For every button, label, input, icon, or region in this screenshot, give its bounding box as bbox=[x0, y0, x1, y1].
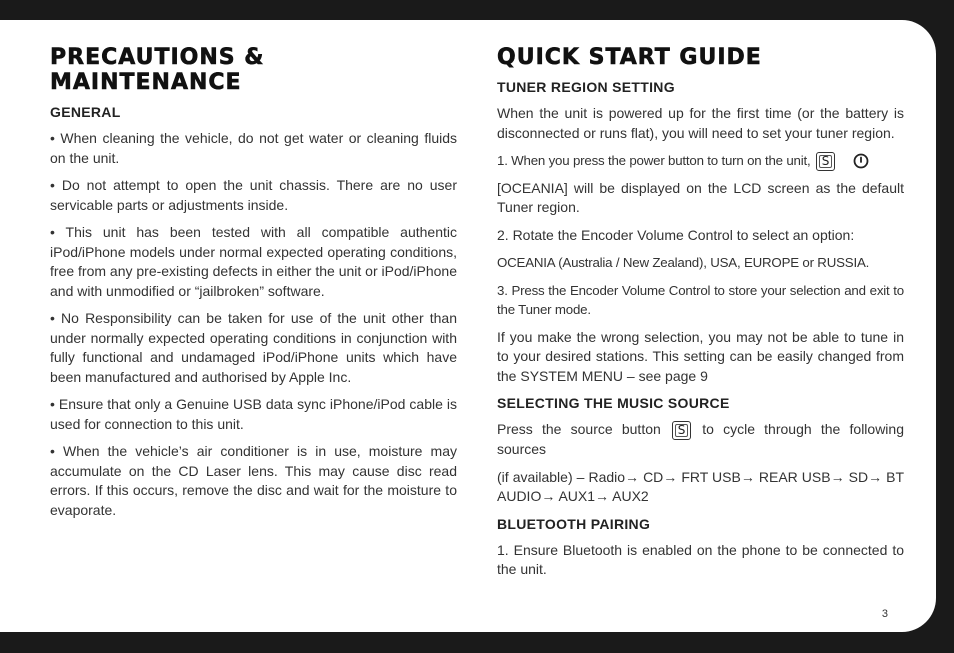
general-heading: GENERAL bbox=[50, 104, 121, 120]
tuner-step-2: 2. Rotate the Encoder Volume Control to select an option: bbox=[497, 226, 855, 243]
precaution-paragraph: • When cleaning the vehicle, do not get water or cleaning fluids on the unit. bbox=[50, 130, 457, 166]
manual-page bbox=[0, 20, 936, 632]
precaution-paragraph: • When the vehicle’s air conditioner is in use, moisture may accumulate on the CD Laser lens. This may cause disc read errors. If this occurs, remove the disc and wait for the moisture to evaporate. bbox=[50, 443, 457, 518]
tuner-step-1 bbox=[497, 151, 904, 171]
page-number: 3 bbox=[881, 608, 888, 620]
quick-start-column bbox=[497, 45, 904, 580]
precaution-paragraph: • This unit has been tested with all compatible authentic iPod/iPhone models under normal expected operating conditions, free from any pre-existing defects in either the unit or iPod/iPhone and with unmodified or “jailbroken” software. bbox=[50, 224, 457, 299]
source-button-icon: S bbox=[672, 421, 691, 440]
bluetooth-step-1: 1. Ensure Bluetooth is enabled on the phone to be connected to the unit. bbox=[497, 541, 904, 578]
source-instruction-start: Press the source button bbox=[497, 421, 661, 438]
music-source-heading: SELECTING THE MUSIC SOURCE bbox=[497, 395, 730, 412]
region-options: OCEANIA (Australia / New Zealand), USA, EUROPE or RUSSIA. bbox=[497, 255, 870, 271]
wrong-selection-note: If you make the wrong selection, you may not be able to tune in to your desired stations. This setting can be easily changed from the SYSTEM MENU – see page 9 bbox=[497, 328, 904, 384]
tuner-step-3: 3. Press the Encoder Volume Control to store your selection and exit to the Tuner mode. bbox=[497, 282, 904, 318]
power-icon bbox=[853, 153, 869, 169]
source-sequence: (if available) – Radio→ CD→ FRT USB→ REAR USB→ SD→ BT AUDIO→ AUX1→ AUX2 bbox=[497, 468, 904, 505]
source-instruction bbox=[497, 420, 904, 459]
bluetooth-heading: BLUETOOTH PAIRING bbox=[497, 515, 651, 532]
precaution-paragraph: • Ensure that only a Genuine USB data sync iPhone/iPod cable is used for connection to this unit. bbox=[50, 396, 457, 432]
tuner-intro: When the unit is powered up for the first time (or the battery is disconnected or runs flat), you will need to set your tuner region. bbox=[497, 105, 904, 141]
quick-start-title: QUICK START GUIDE bbox=[497, 45, 762, 70]
precautions-title: PRECAUTIONS & MAINTENANCE bbox=[50, 45, 265, 95]
precaution-paragraph: • No Responsibility can be taken for use of the unit other than under normally expected operating conditions in conjunction with fully functional and undamaged iPod/iPhone units which have been manufactured and authorised by Apple Inc. bbox=[50, 310, 457, 385]
precautions-column bbox=[50, 45, 457, 520]
tuner-step-1-text: 1. When you press the power button to turn on the unit, bbox=[497, 153, 811, 168]
source-button-icon: S bbox=[816, 152, 835, 171]
tuner-region-heading: TUNER REGION SETTING bbox=[497, 79, 675, 95]
precaution-paragraph: • Do not attempt to open the unit chassis. There are no user servicable parts or adjustments inside. bbox=[50, 177, 457, 213]
oceania-default: [OCEANIA] will be displayed on the LCD screen as the default Tuner region. bbox=[497, 179, 904, 216]
source-instruction-end: to cycle through the following sources bbox=[497, 421, 904, 458]
